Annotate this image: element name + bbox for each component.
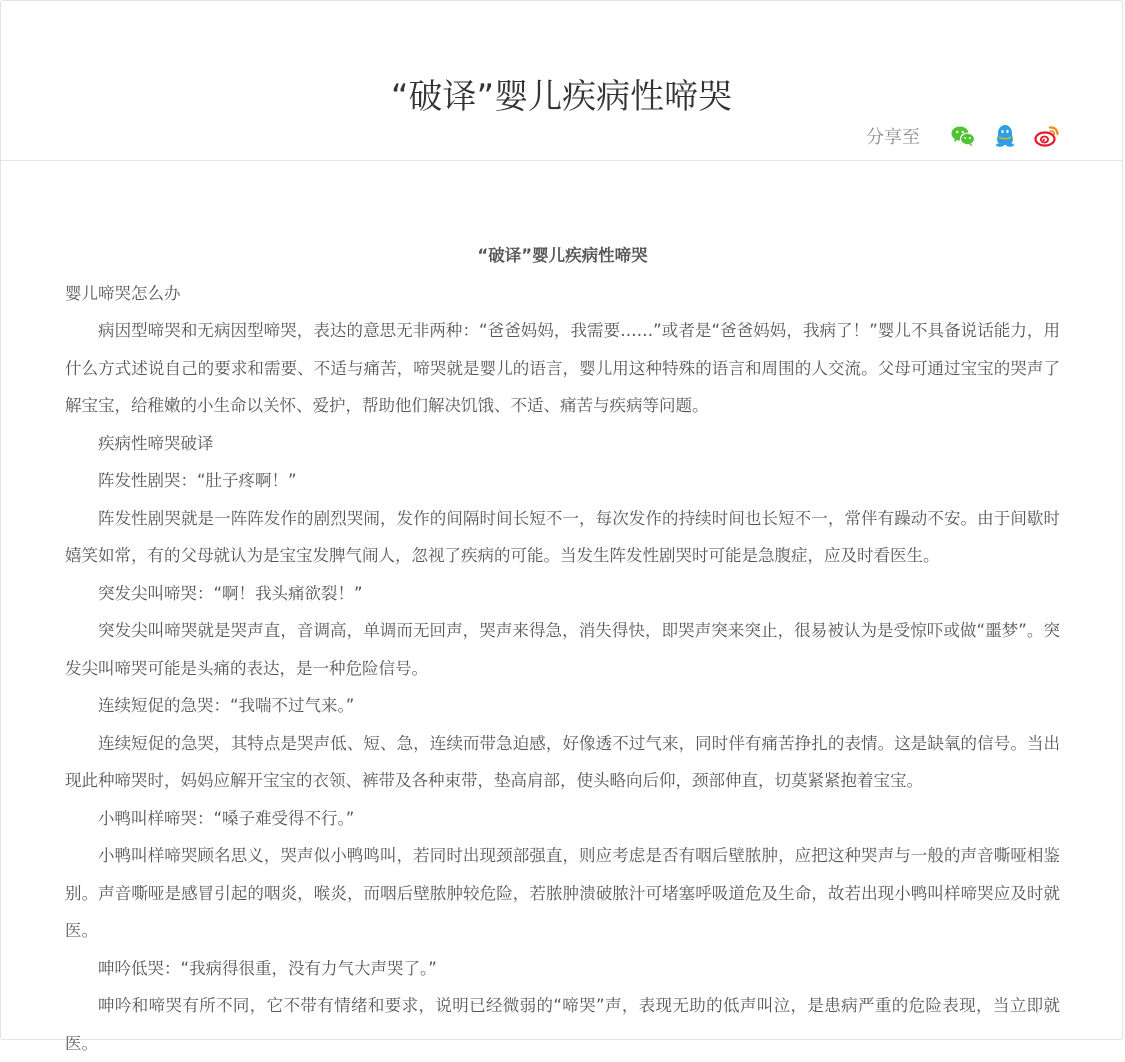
article-title: “破译”婴儿疾病性啼哭 xyxy=(477,246,648,265)
wechat-icon[interactable] xyxy=(950,123,976,149)
article-paragraph: 阵发性剧哭就是一阵阵发作的剧烈哭闹，发作的间隔时间长短不一，每次发作的持续时间也长短不一，常伴有躁动不安。由于间歇时嬉笑如常，有的父母就认为是宝宝发脾气闹人，忽视了疾病的可能。当发生阵发性剧哭时可能是急腹症，应及时看医生。 xyxy=(65,508,1060,565)
weibo-icon[interactable] xyxy=(1034,123,1060,149)
article-paragraph: 疾病性啼哭破译 xyxy=(98,433,214,453)
article-paragraph: 阵发性剧哭：“肚子疼啊！” xyxy=(98,471,297,490)
page-title: “破译”婴儿疾病性啼哭 xyxy=(390,76,733,117)
article-paragraph: 小鸭叫样啼哭：“嗓子难受得不行。” xyxy=(98,808,355,828)
article-header xyxy=(1,1,1122,161)
share-label: 分享至 xyxy=(866,127,920,148)
article-paragraph: 小鸭叫样啼哭顾名思义，哭声似小鸭鸣叫，若同时出现颈部强直，则应考虑是否有咽后壁脓肿，应把这种哭声与一般的声音嘶哑相鉴别。声音嘶哑是感冒引起的咽炎，喉炎，而咽后壁脓肿较危险，若脓肿溃破脓汁可堵塞呼吸道危及生命，故若出现小鸭叫样啼哭应及时就医。 xyxy=(65,846,1060,940)
article-paragraph: 呻吟低哭：“我病得很重，没有力气大声哭了。” xyxy=(98,958,437,978)
article-paragraph: 婴儿啼哭怎么办 xyxy=(65,283,181,303)
article-body xyxy=(65,237,1060,1062)
share-bar xyxy=(866,121,1060,151)
article-paragraph: 连续短促的急哭：“我喘不过气来。” xyxy=(98,696,355,715)
article-paragraph: 突发尖叫啼哭就是哭声直，音调高，单调而无回声，哭声来得急，消失得快，即哭声突来突止，很易被认为是受惊吓或做“噩梦”。突发尖叫啼哭可能是头痛的表达，是一种危险信号。 xyxy=(65,621,1060,678)
article-paragraph: 病因型啼哭和无病因型啼哭，表达的意思无非两种：“爸爸妈妈，我需要……”或者是“爸爸妈妈，我病了！”婴儿不具备说话能力，用什么方式述说自己的要求和需要、不适与痛苦，啼哭就是婴儿的语言，婴儿用这种特殊的语言和周围的人交流。父母可通过宝宝的哭声了解宝宝，给稚嫩的小生命以关怀、爱护，帮助他们解决饥饿、不适、痛苦与疾病等问题。 xyxy=(65,321,1060,415)
article-paragraph: 呻吟和啼哭有所不同，它不带有情绪和要求，说明已经微弱的“啼哭”声，表现无助的低声叫泣，是患病严重的危险表现，当立即就医。 xyxy=(65,996,1060,1053)
qq-icon[interactable] xyxy=(992,123,1018,149)
article-paragraph: 突发尖叫啼哭：“啊！我头痛欲裂！” xyxy=(98,583,363,603)
article-paragraph: 连续短促的急哭，其特点是哭声低、短、急，连续而带急迫感，好像透不过气来，同时伴有痛苦挣扎的表情。这是缺氧的信号。当出现此种啼哭时，妈妈应解开宝宝的衣领、裤带及各种束带，垫高肩部，使头略向后仰，颈部伸直，切莫紧紧抱着宝宝。 xyxy=(65,733,1060,790)
